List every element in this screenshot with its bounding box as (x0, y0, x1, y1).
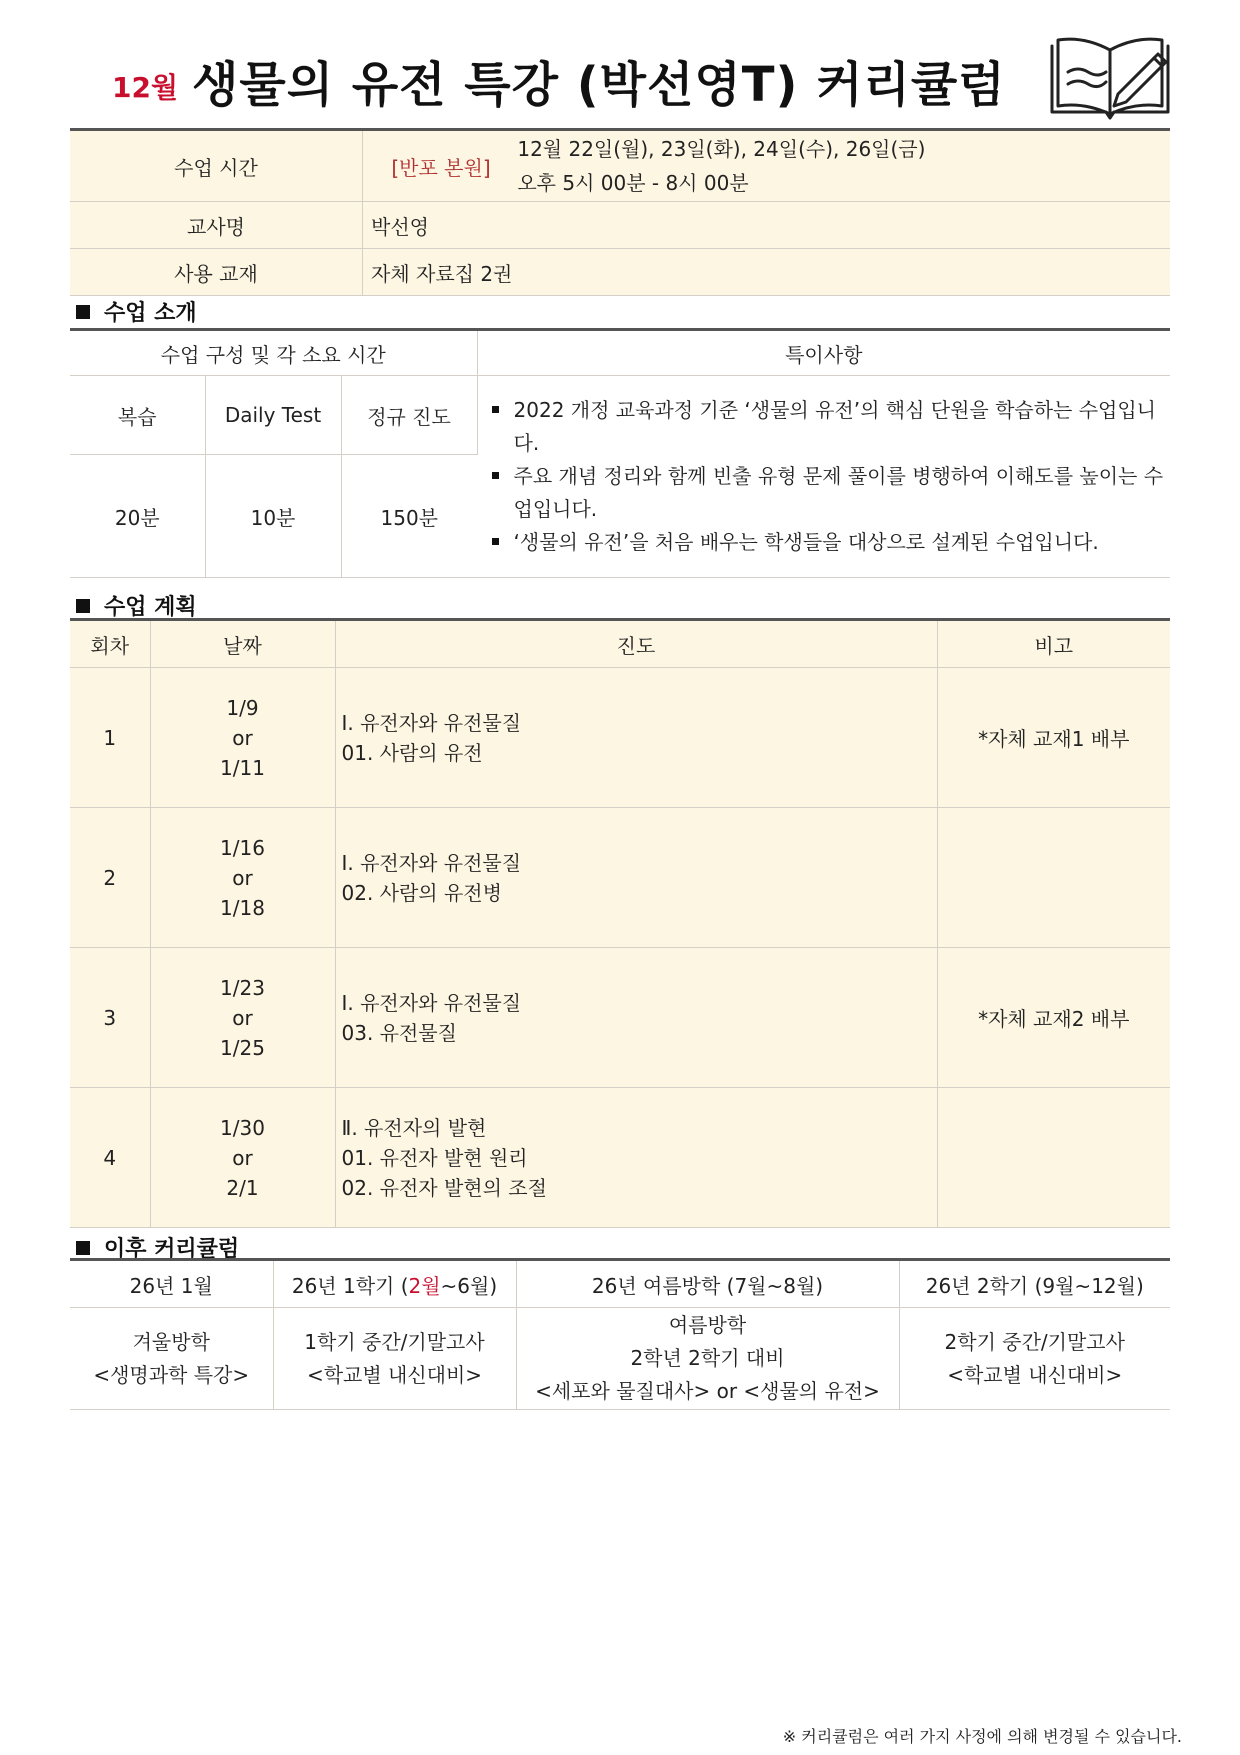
after-text: 2학기 중간/기말고사 (944, 1329, 1125, 1354)
intro-header-row (70, 330, 1170, 376)
session-progress (335, 1088, 937, 1228)
session-note (937, 808, 1170, 948)
note-item: 주요 개념 정리와 함께 빈출 유형 문제 풀이를 병행하여 이해도를 높이는 수업입니다. (486, 460, 1164, 526)
after-col-sem2: 26년 2학기 (9월~12월) (899, 1260, 1170, 1308)
progress-chapter: 01. 유전자 발현 원리 (341, 1145, 528, 1170)
after-cell-sem2 (899, 1308, 1170, 1410)
table-row (70, 668, 1170, 808)
plan-table (70, 618, 1170, 1228)
after-body-row (70, 1308, 1170, 1410)
part-daily-test: Daily Test (205, 376, 341, 455)
session-note: *자체 교재2 배부 (937, 948, 1170, 1088)
square-bullet-icon (76, 599, 90, 613)
date-or: or (232, 1145, 253, 1170)
section-plan-header (76, 590, 197, 621)
after-text: <학교별 내신대비> (947, 1362, 1123, 1387)
progress-chapter: 01. 사람의 유전 (341, 740, 483, 765)
after-text: 여름방학 (668, 1313, 747, 1337)
date-or: or (232, 1005, 253, 1030)
date-second: 1/25 (220, 1035, 265, 1060)
progress-chapter: 02. 유전자 발현의 조절 (341, 1175, 547, 1200)
after-text: <학교별 내신대비> (306, 1362, 483, 1387)
class-time-label: 수업 시간 (70, 130, 363, 202)
textbook-label: 사용 교재 (70, 249, 363, 296)
plan-col-date: 날짜 (150, 620, 335, 668)
square-bullet-icon (76, 305, 90, 319)
progress-unit: Ⅱ. 유전자의 발현 (341, 1115, 487, 1140)
notes-header: 특이사항 (477, 330, 1170, 376)
table-row (70, 1088, 1170, 1228)
after-col-summer: 26년 여름방학 (7월~8월) (516, 1260, 899, 1308)
sem1-month-highlight: 2월 (408, 1273, 441, 1298)
notes-list (486, 394, 1164, 559)
class-time-value (363, 130, 1171, 202)
textbook-value: 자체 자료집 2권 (363, 249, 1171, 296)
session-no: 3 (70, 948, 150, 1088)
note-item: 2022 개정 교육과정 기준 ‘생물의 유전’의 핵심 단원을 학습하는 수업입니다. (486, 394, 1164, 460)
progress-chapter: 03. 유전물질 (341, 1020, 457, 1045)
section-intro-title: 수업 소개 (104, 301, 197, 326)
table-row (70, 808, 1170, 948)
info-row-teacher (70, 202, 1170, 249)
date-first: 1/23 (220, 975, 265, 1000)
after-text: <세포와 물질대사> or <생물의 유전> (535, 1379, 880, 1403)
campus-label: [반포 본원] (391, 155, 491, 180)
session-no: 2 (70, 808, 150, 948)
class-dates: 12월 22일(월), 23일(화), 24일(수), 26일(금) (517, 137, 926, 161)
book-with-pen-icon (1048, 32, 1174, 120)
session-no: 4 (70, 1088, 150, 1228)
info-row-class-time (70, 130, 1170, 202)
sem1-post: ~6월) (440, 1273, 498, 1298)
progress-unit: Ⅰ. 유전자와 유전물질 (341, 710, 522, 735)
progress-chapter: 02. 사람의 유전병 (341, 880, 502, 905)
section-after-title: 이후 커리큘럼 (104, 1237, 240, 1262)
class-hours: 오후 5시 00분 - 8시 00분 (517, 171, 749, 195)
after-text: <생명과학 특강> (93, 1362, 250, 1387)
teacher-label: 교사명 (70, 202, 363, 249)
page-title: 생물의 유전 특강 (박선영T) 커리큘럼 (192, 57, 1006, 113)
section-plan-title: 수업 계획 (104, 595, 197, 620)
session-note: *자체 교재1 배부 (937, 668, 1170, 808)
square-bullet-icon (76, 1241, 90, 1255)
session-note (937, 1088, 1170, 1228)
after-header-row (70, 1260, 1170, 1308)
duration-review: 20분 (70, 455, 205, 578)
notes-cell (477, 376, 1170, 578)
after-cell-summer (516, 1308, 899, 1410)
after-cell-sem1 (273, 1308, 516, 1410)
date-second: 2/1 (226, 1175, 259, 1200)
title-row (0, 32, 1240, 122)
session-date (150, 948, 335, 1088)
date-first: 1/9 (226, 695, 259, 720)
session-progress (335, 948, 937, 1088)
title-month: 12월 (112, 71, 179, 104)
teacher-value: 박선영 (363, 202, 1171, 249)
class-times (517, 132, 925, 200)
session-progress (335, 668, 937, 808)
after-col-sem1 (273, 1260, 516, 1308)
table-row (70, 948, 1170, 1088)
composition-header: 수업 구성 및 각 소요 시간 (70, 330, 477, 376)
plan-col-note: 비고 (937, 620, 1170, 668)
date-first: 1/30 (220, 1115, 265, 1140)
section-intro-header (76, 296, 197, 327)
after-col-jan: 26년 1월 (70, 1260, 273, 1308)
session-progress (335, 808, 937, 948)
note-item: ‘생물의 유전’을 처음 배우는 학생들을 대상으로 설계된 수업입니다. (486, 526, 1164, 559)
after-text: 2학년 2학기 대비 (630, 1346, 785, 1370)
plan-col-progress: 진도 (335, 620, 937, 668)
after-text: 겨울방학 (132, 1329, 210, 1354)
duration-regular: 150분 (341, 455, 477, 578)
footnote: ※ 커리큘럼은 여러 가지 사정에 의해 변경될 수 있습니다. (782, 1727, 1182, 1746)
duration-daily-test: 10분 (205, 455, 341, 578)
session-date (150, 668, 335, 808)
after-cell-jan (70, 1308, 273, 1410)
date-second: 1/18 (220, 895, 265, 920)
sem1-pre: 26년 1학기 ( (291, 1273, 409, 1298)
after-text: 1학기 중간/기말고사 (304, 1329, 485, 1354)
session-no: 1 (70, 668, 150, 808)
progress-unit: Ⅰ. 유전자와 유전물질 (341, 850, 522, 875)
date-second: 1/11 (220, 755, 265, 780)
plan-col-no: 회차 (70, 620, 150, 668)
date-or: or (232, 865, 253, 890)
session-date (150, 808, 335, 948)
info-row-textbook (70, 249, 1170, 296)
part-regular: 정규 진도 (341, 376, 477, 455)
plan-header-row (70, 620, 1170, 668)
intro-table (70, 328, 1170, 578)
progress-unit: Ⅰ. 유전자와 유전물질 (341, 990, 522, 1015)
part-review: 복습 (70, 376, 205, 455)
date-or: or (232, 725, 253, 750)
after-table (70, 1258, 1170, 1410)
date-first: 1/16 (220, 835, 265, 860)
session-date (150, 1088, 335, 1228)
intro-parts-row (70, 376, 1170, 455)
info-table (70, 128, 1170, 296)
